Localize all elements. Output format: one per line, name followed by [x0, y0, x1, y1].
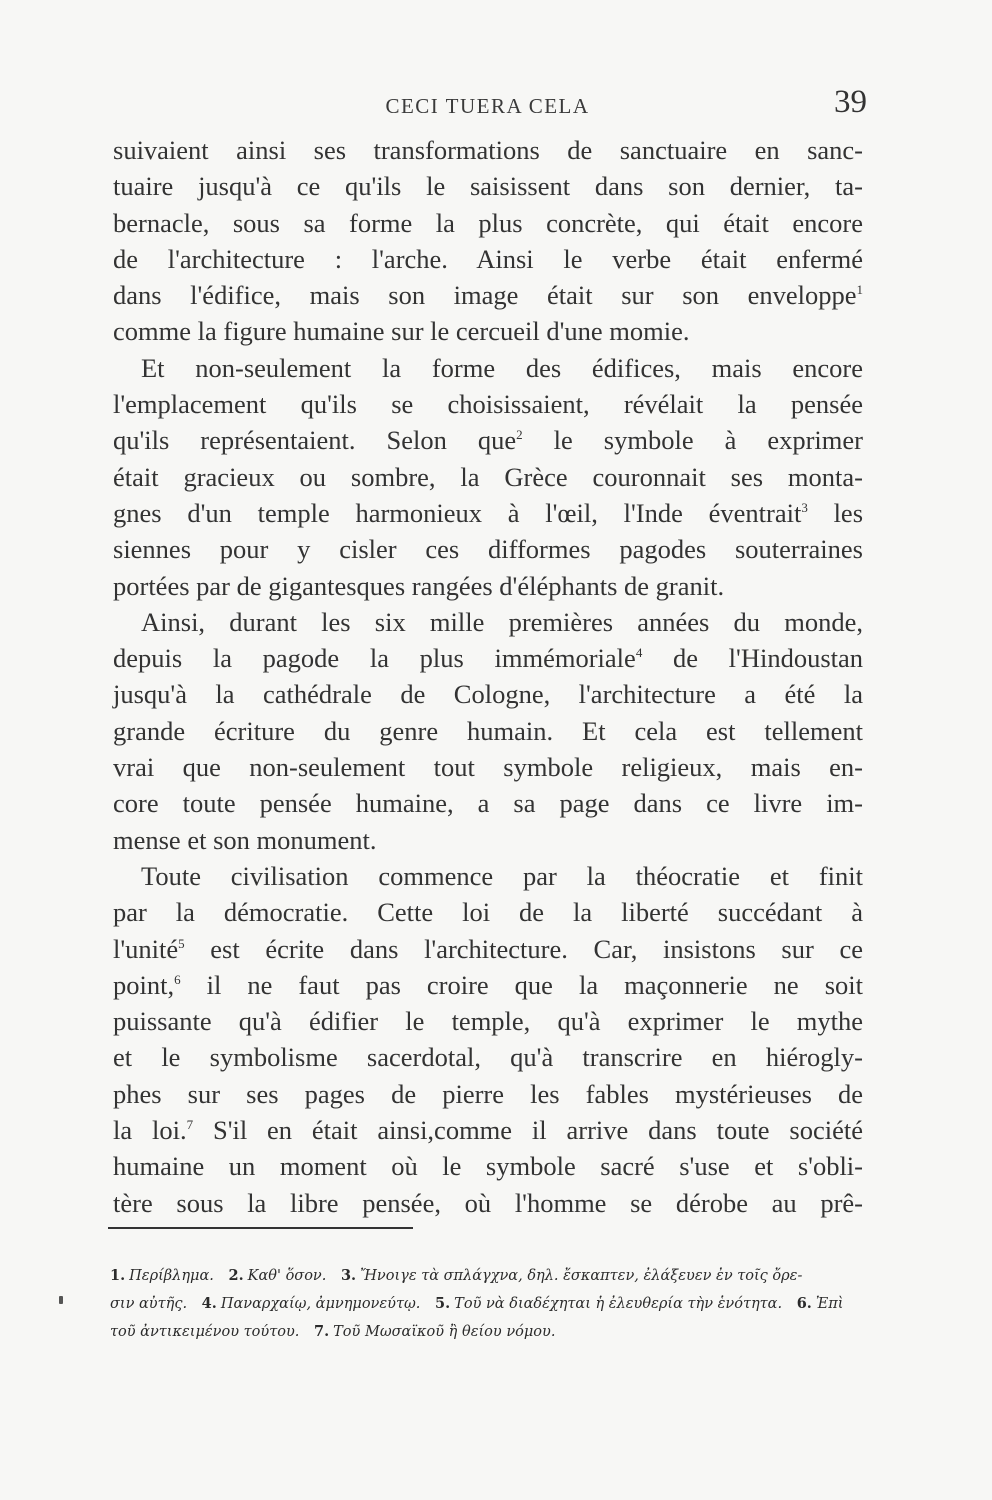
footnote-rule [108, 1227, 413, 1229]
text-line: jusqu'à la cathédrale de Cologne, l'architecture a été la [113, 679, 863, 710]
text-line: grande écriture du genre humain. Et cela est tellement [113, 715, 863, 746]
margin-mark [59, 1296, 63, 1304]
text-line: gnes d'un temple harmonieux à l'œil, l'Inde éventrait$^3$ les [113, 497, 864, 528]
footnote-ref: 7 [186, 1117, 194, 1133]
text-line: siennes pour y cisler ces difformes pagodes souterraines [113, 534, 863, 565]
text-line: suivaient ainsi ses transformations de sanctuaire en sanc- [113, 135, 863, 165]
text-line: vrai que non-seulement tout symbole religieux, mais en- [113, 752, 863, 783]
running-head [110, 86, 865, 122]
text-line: Toute civilisation commence par la théocratie et finit [141, 860, 863, 891]
footnote-ref: 5 [178, 935, 185, 951]
page-number: 39 [834, 84, 867, 120]
text-line: et le symbolisme sacerdotal, qu'à transcrire en hiérogly- [113, 1042, 863, 1073]
footnote-ref: 1 [856, 282, 863, 298]
text-line: puissante qu'à édifier le temple, qu'à exprimer le mythe [113, 1006, 863, 1037]
footnote-ref: 2 [516, 427, 523, 443]
footnote: 7. Τοῦ Μωσαϊκοῦ ἢ θείου νόμου. [314, 1323, 556, 1340]
footnote: 3. Ἤνοιγε τὰ σπλάγχνα, δηλ. ἔσκαπτεν, ἐλάξευεν ἐν τοῖς ὄρε- [340, 1267, 803, 1284]
text-line: qu'ils représentaient. Selon que$^2$ le symbole à exprimer [113, 425, 863, 456]
text-line: de l'architecture : l'arche. Ainsi le verbe était enfermé [113, 243, 863, 274]
text-line: mense et son monument. [113, 824, 377, 855]
text-line: tère sous la libre pensée, où l'homme se dérobe au prê- [113, 1187, 863, 1218]
footnote: 2. Καθ' ὅσον. [228, 1267, 327, 1284]
text-line: humaine un moment où le symbole sacré s'use et s'obli- [113, 1151, 863, 1182]
text-line: dans l'édifice, mais son image était sur son enveloppe$^1$ [113, 280, 863, 311]
text-line: l'emplacement qu'ils se choisissaient, révélait la pensée [113, 389, 863, 420]
footnote: 4. Παναρχαίῳ, ἀμνημονεύτῳ. [201, 1295, 421, 1312]
running-title: CECI TUERA CELA [385, 94, 590, 118]
text-line: l'unité$^5$ est écrite dans l'architecture. Car, insistons sur ce [113, 933, 863, 964]
footnote-line [110, 1262, 862, 1290]
footnote: 6. Ἐπὶ [796, 1295, 844, 1312]
text-line: depuis la pagode la plus immémoriale$^4$ de l'Hindoustan [113, 643, 864, 674]
footnote: σιν αὐτῆς. [110, 1296, 188, 1312]
text-line: Ainsi, durant les six mille premières années du monde, [141, 606, 863, 637]
footnote-line [110, 1290, 862, 1318]
text-line: tuaire jusqu'à ce qu'ils le saisissent dans son dernier, ta- [113, 171, 863, 202]
text-line: était gracieux ou sombre, la Grèce couronnait ses monta- [113, 461, 863, 492]
text-line: la loi.$^7$ S'il en était ainsi,comme il arrive dans toute société [113, 1115, 863, 1146]
footnotes [110, 1262, 862, 1346]
text-line: phes sur ses pages de pierre les fables mystérieuses de [113, 1078, 863, 1109]
text-line: Et non-seulement la forme des édifices, mais encore [141, 352, 863, 383]
text-line: portées par de gigantesques rangées d'éléphants de granit. [113, 570, 725, 601]
text-line: comme la figure humaine sur le cercueil d'une momie. [113, 316, 690, 347]
body-text [113, 132, 863, 1221]
footnote-line [110, 1318, 862, 1346]
footnote-ref: 4 [635, 645, 643, 661]
footnote: 1. Περίβλημα. [110, 1267, 214, 1284]
footnote: τοῦ ἀντικειμένου τούτου. [110, 1324, 300, 1340]
footnote: 5. Τοῦ νὰ διαδέχηται ἡ ἐλευθερία τὴν ἑνότητα. [435, 1295, 783, 1312]
footnote-ref: 6 [174, 971, 181, 987]
footnote-ref: 3 [801, 499, 808, 515]
text-line: par la démocratie. Cette loi de la liberté succédant à [113, 897, 863, 928]
text-line: bernacle, sous sa forme la plus concrète, qui était encore [113, 207, 863, 238]
text-line: point,$^6$ il ne faut pas croire que la maçonnerie ne soit [113, 969, 863, 1000]
text-line: core toute pensée humaine, a sa page dans ce livre im- [113, 788, 863, 819]
